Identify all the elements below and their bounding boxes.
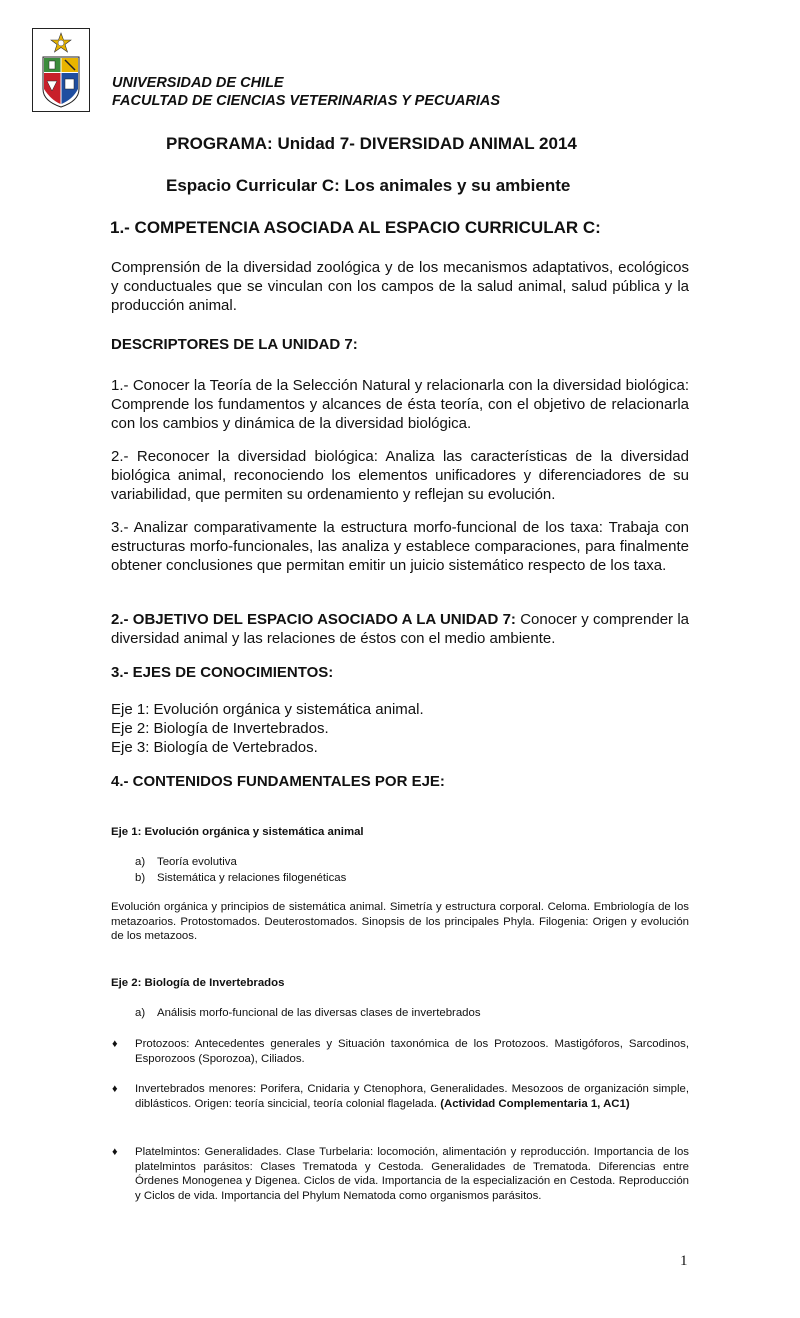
- list-marker: a): [135, 1007, 146, 1019]
- section2-text: Conocer y comprender la diversidad animal y las relaciones de éstos con el medio ambiente.: [111, 611, 689, 647]
- list-item: [135, 871, 346, 887]
- section1-heading: 1.- COMPETENCIA ASOCIADA AL ESPACIO CURRICULAR C:: [110, 218, 601, 237]
- section3-heading: 3.- EJES DE CONOCIMIENTOS:: [111, 664, 334, 681]
- descriptor-2: 2.- Reconocer la diversidad biológica: Analiza las características de la diversidad biológica animal, reconociendo los elementos unificadores y diferenciadores de su variabilidad, que permiten su ordenamiento y reflejan su evolución.: [111, 448, 689, 503]
- descriptor-1: 1.- Conocer la Teoría de la Selección Natural y relacionarla con la diversidad biológica: Comprende los fundamentos y alcances de ésta teoría, con el objetivo de relacionarla con los cambios y dinámica de la diversidad biológica.: [111, 377, 689, 432]
- list-item-text: Teoría evolutiva: [157, 856, 237, 868]
- list-marker: a): [135, 856, 146, 868]
- section2-paragraph: [111, 610, 689, 648]
- bullet-invertebrados: [135, 1082, 689, 1111]
- descriptor-3: 3.- Analizar comparativamente la estructura morfo-funcional de los taxa: Trabaja con estructuras morfo-funcionales, las analiza y establece comparaciones, para finalmente obtener conclusiones que permitan emitir un juicio sistemático respecto de los taxa.: [111, 519, 689, 574]
- section1-text: Comprensión de la diversidad zoológica y de los mecanismos adaptativos, ecológicos y conductuales que se vinculan con los campos de la salud animal, salud pública y la producción animal.: [111, 259, 689, 314]
- bullet-bold-note: (Actividad Complementaria 1, AC1): [440, 1097, 630, 1110]
- diamond-bullet-icon: ♦: [112, 1038, 118, 1050]
- bullet-platelmintos: Platelmintos: Generalidades. Clase Turbelaria: locomoción, alimentación y reproducción. Importancia de los platelmintos parásitos: Clases Trematoda y Cestoda. Generalidades de Trematoda. Diferencias entre Órdenes Monogenea y Digenea. Ciclos de vida. Importancia de la especialización en Cestoda. Reproducción y Ciclos de vida. Importancia del Phylum Nematoda como organismos parásitos.: [135, 1146, 689, 1202]
- eje2-sublist: [135, 1006, 481, 1022]
- list-item: Eje 3: Biología de Vertebrados.: [111, 739, 318, 756]
- list-item-text: Sistemática y relaciones filogenéticas: [157, 871, 347, 884]
- list-item: Eje 1: Evolución orgánica y sistemática animal.: [111, 701, 424, 718]
- list-marker: b): [135, 871, 146, 884]
- bullet-protozoos: Protozoos: Antecedentes generales y Situación taxonómica de los Protozoos. Mastigóforos, Sarcodinos, Esporozoos (Sporozoa), Ciliados.: [135, 1038, 689, 1065]
- list-item: Eje 2: Biología de Invertebrados.: [111, 720, 329, 737]
- faculty-name: FACULTAD DE CIENCIAS VETERINARIAS Y PECUARIAS: [112, 93, 501, 109]
- section4-heading: 4.- CONTENIDOS FUNDAMENTALES POR EJE:: [111, 773, 445, 790]
- eje2-heading: Eje 2: Biología de Invertebrados: [111, 977, 285, 989]
- page-number: 1: [680, 1253, 688, 1269]
- eje1-text: Evolución orgánica y principios de sistemática animal. Simetría y estructura corporal. Celoma. Embriología de los metazoarios. Protostomados. Deuterostomados. Sinopsis de los principales Phyla. Filogenia: Origen y evolución de los metazoos.: [111, 901, 689, 942]
- diamond-bullet-icon: ♦: [112, 1083, 118, 1095]
- document-subtitle: Espacio Curricular C: Los animales y su ambiente: [166, 176, 571, 195]
- list-item: [135, 855, 346, 871]
- ejes-list: [111, 700, 689, 757]
- institution-header: [112, 74, 500, 110]
- eje1-sublist: [135, 855, 346, 886]
- university-crest-icon: [33, 29, 89, 111]
- document-title: PROGRAMA: Unidad 7- DIVERSIDAD ANIMAL 2014: [166, 134, 577, 153]
- list-item: [135, 1006, 481, 1022]
- list-item-text: Análisis morfo-funcional de las diversas clases de invertebrados: [157, 1007, 481, 1019]
- diamond-bullet-icon: ♦: [112, 1146, 118, 1158]
- eje1-heading: Eje 1: Evolución orgánica y sistemática animal: [111, 826, 364, 838]
- section2-heading: 2.- OBJETIVO DEL ESPACIO ASOCIADO A LA UNIDAD 7:: [111, 611, 516, 628]
- university-logo: [32, 28, 90, 112]
- university-name: UNIVERSIDAD DE CHILE: [112, 75, 284, 91]
- bullet-text: Invertebrados menores: Porifera, Cnidaria y Ctenophora, Generalidades. Mesozoos de organización simple, diblásticos. Origen: teoría sincicial, teoría colonial flagelada.: [135, 1083, 689, 1110]
- descriptors-heading: DESCRIPTORES DE LA UNIDAD 7:: [111, 336, 358, 353]
